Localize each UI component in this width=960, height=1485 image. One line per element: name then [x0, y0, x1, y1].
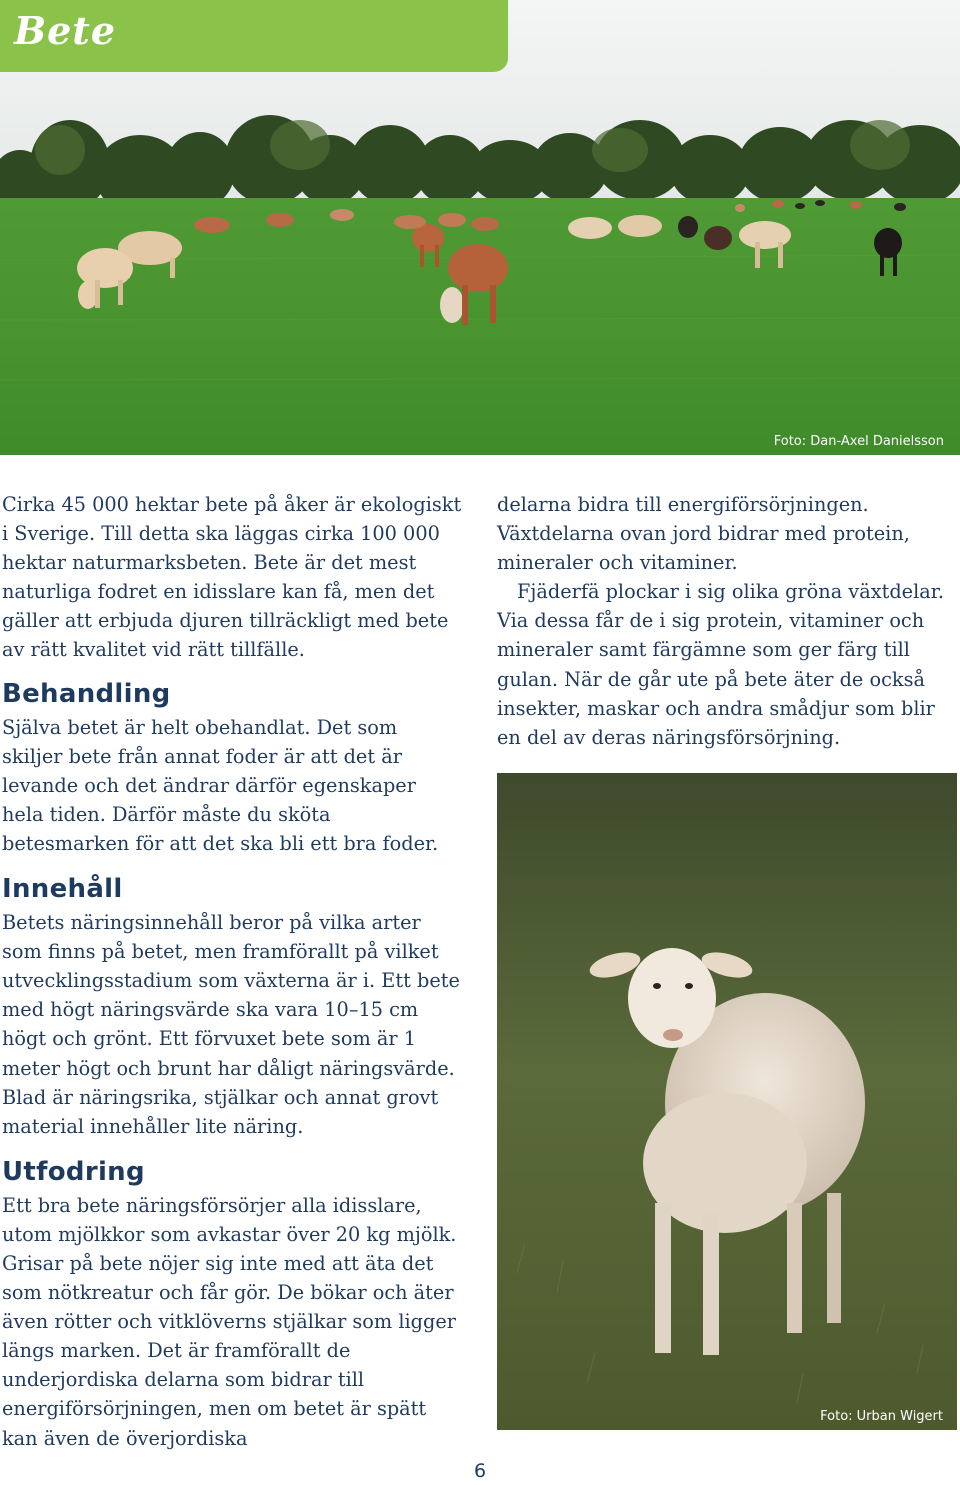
utfodring-paragraph: Ett bra bete näringsförsörjer alla idisslare, utom mjölkkor som avkastar över 20 kg mjölk. Grisar på bete nöjer sig inte med att äta det som nötkreatur och får gör. De bökar och äter även rötter och vitklöverns stjälkar som ligger längs marken. Det är framförallt de underjordiska delarna som bidrar till energiförsörjningen, men om betet är spätt kan även de överjordiska [2, 1193, 457, 1450]
chapter-title-tab [0, 0, 508, 72]
heading-utfodring: Utfodring [2, 1156, 145, 1187]
left-column [2, 490, 462, 1453]
right-column [497, 490, 959, 752]
sheep-illustration [497, 773, 957, 1430]
intro-paragraph: Cirka 45 000 hektar bete på åker är ekologiskt i Sverige. Till detta ska läggas cirka 100 000 hektar naturmarksbeten. Bete är det mest naturliga fodret en idisslare kan få, men det gäller att erbjuda djuren tillräckligt med bete av rätt kvalitet vid rätt tillfälle. [2, 493, 462, 662]
heading-behandling: Behandling [2, 678, 171, 709]
behandling-paragraph: Själva betet är helt obehandlat. Det som skiljer bete från annat foder är att det är levande och det ändrar därför egenskaper hela tiden. Därför måste du sköta betesmarken för att det ska bli ett bra foder. [2, 715, 439, 855]
photo-credit-sheep: Foto: Urban Wigert [820, 1409, 943, 1424]
innehall-paragraph: Betets näringsinnehåll beror på vilka arter som finns på betet, men framförallt på vilket utvecklingsstadium som växterna är i. Ett bete med högt näringsvärde ska vara 10–15 cm högt och grönt. Ett förvuxet bete som är 1 meter högt och brunt har dåligt näringsvärde. Blad är näringsrika, stjälkar och annat grovt material innehåller lite näring. [2, 911, 460, 1138]
page-number: 6 [473, 1460, 487, 1482]
photo-credit-top: Foto: Dan-Axel Danielsson [773, 434, 944, 449]
page-title: Bete [14, 8, 117, 53]
sheep-photo [497, 773, 957, 1430]
heading-innehall: Innehåll [2, 874, 123, 905]
right-paragraph-2: Fjäderfä plockar i sig olika gröna växtdelar. Via dessa får de i sig protein, vitaminer och mineraler samt färgämne som ger färg till gulan. När de går ute på bete äter de också insekter, maskar och andra smådjur som blir en del av deras näringsförsörjning. [497, 580, 944, 749]
right-paragraph-1: delarna bidra till energiförsörjningen. Växtdelarna ovan jord bidrar med protein, mineraler och vitaminer. [497, 493, 910, 575]
